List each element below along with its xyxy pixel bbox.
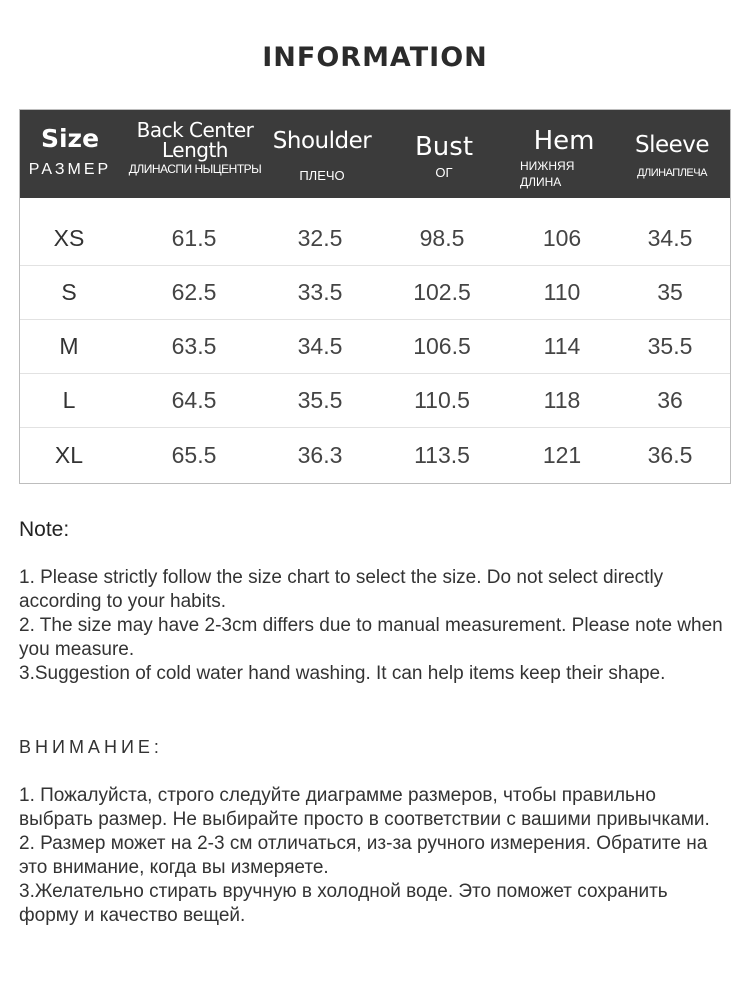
cell-sleeve: 36.5 — [647, 441, 693, 468]
header-bust-en: Bust — [414, 132, 474, 162]
cell-hem: 106 — [542, 225, 582, 251]
ru-note-item: 2. Размер может на 2-3 см отличаться, из-за ручного измерения. Обратите на это внимание, когда вы измеряете. — [19, 833, 708, 878]
header-back-center-length-ru: ДЛИНАСПИ НЫЦЕНТРЫ — [128, 162, 262, 176]
note-title: Note: — [19, 518, 70, 541]
ru-note-list — [19, 784, 731, 928]
header-size — [20, 110, 120, 198]
cell-hem: 118 — [543, 387, 581, 413]
note-item: 1. Please strictly follow the size chart to select the size. Do not select directly according to your habits. — [19, 567, 664, 612]
cell-shoulder: 36.3 — [297, 441, 343, 468]
header-shoulder-en: Shoulder — [272, 128, 372, 154]
cell-hem: 110 — [543, 279, 581, 305]
ru-note-item: 1. Пожалуйста, строго следуйте диаграмме размеров, чтобы правильно выбрать размер. Не выбирайте просто в соответствии с вашими привычками. — [19, 785, 710, 830]
header-shoulder-ru: ПЛЕЧО — [299, 168, 345, 183]
cell-shoulder: 34.5 — [297, 333, 343, 359]
cell-shoulder: 33.5 — [297, 279, 343, 305]
note-item: 3.Suggestion of cold water hand washing. It can help items keep their shape. — [19, 663, 666, 684]
table-row — [20, 428, 730, 482]
table-row — [20, 320, 730, 374]
header-sleeve — [614, 110, 730, 198]
ru-note-item: 3.Желательно стирать вручную в холодной воде. Это поможет сохранить форму и качество вещей. — [19, 881, 668, 926]
cell-back-center-length: 64.5 — [171, 387, 217, 413]
size-chart-table — [19, 109, 731, 484]
cell-shoulder: 32.5 — [297, 225, 343, 251]
cell-size: XL — [54, 441, 84, 468]
table-header — [20, 110, 730, 198]
cell-bust: 110.5 — [414, 387, 470, 413]
cell-back-center-length: 63.5 — [171, 333, 217, 359]
header-sleeve-ru: ДЛИНАПЛЕЧА — [637, 167, 707, 179]
header-size-ru: РАЗМЕР — [28, 161, 112, 178]
header-size-en: Size — [40, 124, 100, 153]
table-body — [20, 212, 730, 482]
table-row — [20, 212, 730, 266]
header-sleeve-en: Sleeve — [634, 132, 710, 158]
cell-size: S — [61, 279, 77, 305]
table-row — [20, 266, 730, 320]
cell-sleeve: 35 — [657, 279, 683, 305]
header-bust — [374, 110, 514, 198]
cell-back-center-length: 65.5 — [171, 441, 217, 468]
header-hem-ru: НИЖНЯЯ ДЛИНА — [520, 159, 575, 189]
cell-size: XS — [53, 225, 85, 251]
header-hem — [514, 110, 614, 198]
cell-sleeve: 36 — [657, 387, 683, 413]
cell-bust: 102.5 — [413, 279, 471, 305]
cell-hem: 121 — [542, 441, 582, 468]
cell-sleeve: 34.5 — [647, 225, 693, 251]
cell-back-center-length: 61.5 — [171, 225, 217, 251]
cell-bust: 106.5 — [413, 333, 471, 359]
cell-bust: 98.5 — [419, 225, 465, 251]
cell-hem: 114 — [543, 333, 581, 359]
cell-size: M — [59, 333, 79, 359]
cell-size: L — [62, 387, 76, 413]
note-list — [19, 566, 731, 686]
cell-sleeve: 35.5 — [647, 333, 693, 359]
cell-bust: 113.5 — [414, 441, 470, 468]
ru-note-title: ВНИМАНИЕ: — [19, 737, 163, 757]
table-row — [20, 374, 730, 428]
header-bust-ru: ОГ — [435, 165, 453, 180]
header-hem-en: Hem — [533, 126, 595, 156]
page-title: INFORMATION — [262, 42, 488, 73]
note-item: 2. The size may have 2-3cm differs due to manual measurement. Please note when you measure. — [19, 615, 723, 660]
header-back-center-length — [120, 110, 270, 198]
header-back-center-length-en: Back Center Length — [136, 118, 254, 162]
cell-shoulder: 35.5 — [297, 387, 343, 413]
header-shoulder — [270, 110, 374, 198]
cell-back-center-length: 62.5 — [171, 279, 217, 305]
